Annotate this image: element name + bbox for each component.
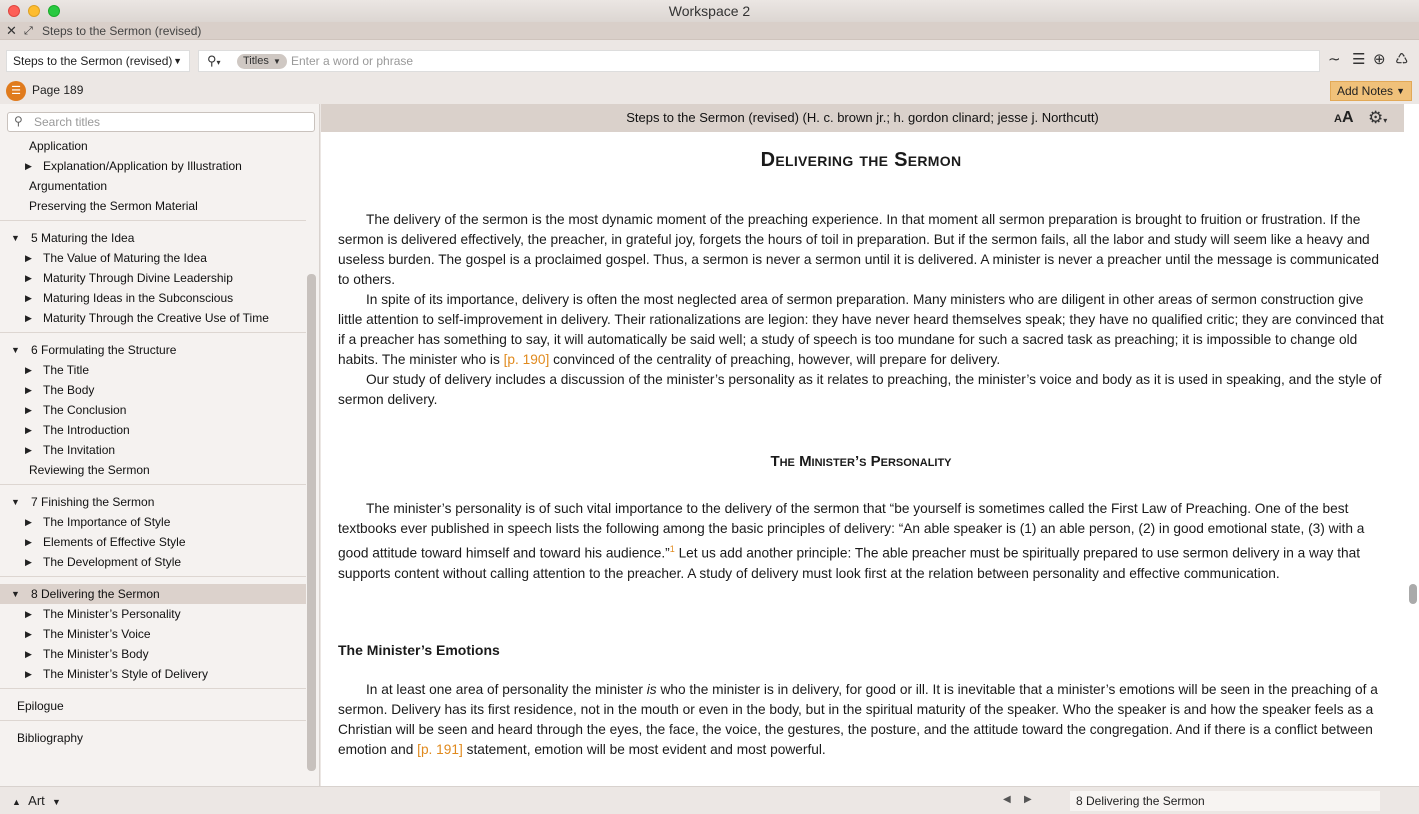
toc-item[interactable] <box>0 624 306 644</box>
toc-item-label: The Minister’s Body <box>43 647 149 661</box>
toc-item[interactable] <box>0 196 306 216</box>
disclosure-open-icon[interactable]: ▼ <box>11 233 20 243</box>
gear-icon[interactable]: ⚙▾ <box>1368 108 1388 127</box>
toc-item[interactable] <box>0 268 306 288</box>
add-circle-icon[interactable]: ⊕ <box>1373 51 1386 68</box>
toc-separator <box>0 688 306 689</box>
toc-item-label: The Minister’s Style of Delivery <box>43 667 208 681</box>
toc-item-label: The Introduction <box>43 423 130 437</box>
toc-item-label: The Importance of Style <box>43 515 171 529</box>
tab-title[interactable]: Steps to the Sermon (revised) <box>42 24 202 38</box>
disclosure-closed-icon[interactable]: ▶ <box>25 273 32 283</box>
reader-scrollbar[interactable] <box>1409 584 1417 604</box>
disclosure-closed-icon[interactable]: ▶ <box>25 445 32 455</box>
toc-item-label: 5 Maturing the Idea <box>31 231 135 245</box>
disclosure-closed-icon[interactable]: ▶ <box>25 385 32 395</box>
toc-separator <box>0 484 306 485</box>
toc-sidebar <box>0 104 320 786</box>
toc-item-label: Maturity Through Divine Leadership <box>43 271 233 285</box>
toc-item-label: The Value of Maturing the Idea <box>43 251 207 265</box>
toc-separator <box>0 220 306 221</box>
sidebar-scrollbar[interactable] <box>307 274 316 771</box>
disclosure-closed-icon[interactable]: ▶ <box>25 649 32 659</box>
search-scope-label: Titles <box>243 55 269 67</box>
toc-separator <box>0 576 306 577</box>
disclosure-closed-icon[interactable]: ▶ <box>25 517 32 527</box>
search-scope-pill[interactable] <box>237 54 287 69</box>
toc-item-label: The Development of Style <box>43 555 182 569</box>
title-search <box>7 112 315 132</box>
toc-item[interactable] <box>0 604 306 624</box>
window-close-button[interactable] <box>8 5 20 17</box>
title-bar <box>0 0 1419 22</box>
book-citation: Steps to the Sermon (revised) (H. c. brown jr.; h. gordon clinard; jesse j. Northcutt) <box>626 110 1099 125</box>
toc-item[interactable] <box>0 380 306 400</box>
search-input[interactable] <box>291 53 1291 69</box>
add-notes-button[interactable] <box>1330 81 1412 101</box>
font-size-button[interactable]: AA <box>1334 109 1354 126</box>
toc-item[interactable] <box>0 420 306 440</box>
toc-item-label: 7 Finishing the Sermon <box>31 495 155 509</box>
disclosure-closed-icon[interactable]: ▶ <box>25 405 32 415</box>
add-notes-label: Add Notes <box>1337 84 1394 98</box>
art-toggle-button[interactable]: ▲ Art ▼ <box>12 793 61 808</box>
toc-item-label: Elements of Effective Style <box>43 535 186 549</box>
list-icon[interactable]: ☰ <box>1352 51 1366 68</box>
paragraph: In at least one area of personality the minister is who the minister is in delivery, for good or ill. It is inevitable that a minister’s emotions will be seen in the preaching of a sermon. Delivery has its first residence, not in the mouth or even in the body, but in the spiritual maturity of the speaker. Who the speaker is and how the speaker feels as a Christian will be seen and heard through the eyes, the face, the voice, the gestures, the posture, and the attitude toward the congregation. And if there is a conflict between emotion and [p. 191] statement, emotion will be most evident and most powerful. <box>338 682 1378 757</box>
disclosure-closed-icon[interactable]: ▶ <box>25 425 32 435</box>
window-title: Workspace 2 <box>668 3 751 19</box>
chapter-title: Delivering the Sermon <box>760 149 962 171</box>
search-icon[interactable]: ⚲▾ <box>207 53 221 68</box>
toc-item[interactable] <box>0 492 306 512</box>
toc-item[interactable] <box>0 340 306 360</box>
toc-item[interactable] <box>0 460 306 480</box>
chevron-down-icon: ▼ <box>272 57 281 66</box>
toc-item[interactable] <box>0 696 306 716</box>
reader-pane <box>321 104 1419 786</box>
toc-list-icon[interactable]: ☰ <box>6 81 26 101</box>
paragraph: In spite of its importance, delivery is often the most neglected area of sermon preparation. Many ministers who are diligent in other areas of sermon construction give little attention to self-improvement in delivery. Their rationalizations are legion: they have never heard themselves speak; they have no qualified critic; they are convinced that if a preacher has something to say, it will automatically be said well; a study of speech is too mundane for such a sacred task as preaching; it is impossible to change old habits. The minister who is [p. 190] convinced of the centrality of preaching, however, will prepare for delivery. <box>338 292 1384 367</box>
toc-item[interactable] <box>0 288 306 308</box>
toc-item-label: Bibliography <box>17 731 84 745</box>
toc-item[interactable] <box>0 228 306 248</box>
toc-item[interactable] <box>0 512 306 532</box>
toc-item[interactable] <box>0 644 306 664</box>
status-bar <box>0 786 1419 814</box>
subsection-title: The Minister’s Emotions <box>338 642 500 658</box>
toc-item-label: 6 Formulating the Structure <box>31 343 177 357</box>
toc-item-label: The Title <box>43 363 90 377</box>
disclosure-open-icon[interactable]: ▼ <box>11 589 20 599</box>
toc-separator <box>0 720 306 721</box>
disclosure-closed-icon[interactable]: ▶ <box>25 253 32 263</box>
toc-item-label: The Minister’s Personality <box>43 607 181 621</box>
page-bar <box>0 80 1419 102</box>
chevron-down-icon: ▼ <box>1396 86 1405 96</box>
toc-item[interactable] <box>0 440 306 460</box>
page-reference-link[interactable]: [p. 191] <box>417 742 463 757</box>
toc-item[interactable] <box>0 156 306 176</box>
toc-separator <box>0 332 306 333</box>
recycle-icon[interactable]: ♺ <box>1395 51 1409 68</box>
paragraph: The delivery of the sermon is the most dynamic moment of the preaching experience. In that moment all sermon preparation is brought to fruition or frustration. If the sermon is delivered effectively, the preacher, in grateful joy, forgets the hours of toil in preparation. But if the sermon fails, all the labor and study will seem like a heavy and useless burden. The gospel is a proclaimed gospel. Thus, a sermon is never a sermon until it is delivered. A minister is never a preacher until the message is communicated to others. <box>338 212 1380 287</box>
disclosure-closed-icon[interactable]: ▶ <box>25 609 32 619</box>
toc-item-label: Maturity Through the Creative Use of Time <box>43 311 269 325</box>
page-reference-link[interactable]: [p. 190] <box>503 352 550 367</box>
toc-item[interactable] <box>0 360 306 380</box>
toc-item-label: Explanation/Application by Illustration <box>43 159 242 173</box>
next-arrow-icon[interactable]: ▶ <box>1024 794 1032 805</box>
close-tab-icon[interactable]: ✕ <box>6 23 17 38</box>
disclosure-open-icon[interactable]: ▼ <box>11 497 20 507</box>
toc-item-label: The Body <box>43 383 95 397</box>
disclosure-closed-icon[interactable]: ▶ <box>25 629 32 639</box>
art-label: Art <box>28 793 45 808</box>
toolbar <box>0 40 1419 80</box>
disclosure-closed-icon[interactable]: ▶ <box>25 537 32 547</box>
toc-item[interactable] <box>0 728 306 748</box>
page-number: Page 189 <box>32 83 84 97</box>
paragraph: The minister’s personality is of such vital importance to the delivery of the sermon that “be yourself is sometimes called the First Law of Preaching. One of the best textbooks ever published in speech lists the following among the basic principles of delivery: “An able speaker is (1) an able person, (2) in good emotional state, (3) with a good attitude toward himself and toward his audience.”$^1$ Let us add another principle: The able preacher must be spiritually prepared to use sermon delivery in a way that supports content without calling attention to the preacher. A study of delivery must look first at the relation between personality and effective communication. <box>338 501 1365 581</box>
disclosure-closed-icon[interactable]: ▶ <box>25 293 32 303</box>
toc-item[interactable] <box>0 552 306 572</box>
search-bar <box>198 50 1320 72</box>
disclosure-closed-icon[interactable]: ▶ <box>25 557 32 567</box>
expand-icon[interactable]: ⤢ <box>24 25 33 37</box>
tilde-icon[interactable]: ∼ <box>1328 51 1341 68</box>
toc-item-label: Argumentation <box>29 179 108 193</box>
section-title: The Minister’s Personality <box>770 453 952 470</box>
toc-item-label: Preserving the Sermon Material <box>29 199 198 213</box>
search-icon: ⚲ <box>14 114 23 128</box>
disclosure-closed-icon[interactable]: ▶ <box>25 365 32 375</box>
chevron-down-icon: ▼ <box>173 56 182 66</box>
toc-item[interactable] <box>0 248 306 268</box>
toc-item[interactable] <box>0 664 306 684</box>
disclosure-closed-icon[interactable]: ▶ <box>25 313 32 323</box>
book-select-label: Steps to the Sermon (revised) <box>13 54 173 68</box>
book-select[interactable] <box>6 50 190 72</box>
toc-item[interactable] <box>0 400 306 420</box>
window-maximize-button[interactable] <box>48 5 60 17</box>
toc-item[interactable] <box>0 584 306 604</box>
location-field[interactable]: 8 Delivering the Sermon <box>1070 791 1380 811</box>
toc-item[interactable] <box>0 176 306 196</box>
reader-header <box>321 104 1404 132</box>
footnote-link[interactable]: 1 <box>669 544 675 554</box>
title-search-input[interactable] <box>34 114 304 130</box>
toc-item-label: Epilogue <box>17 699 64 713</box>
paragraph: Our study of delivery includes a discussion of the minister’s personality as it relates to preaching, the minister’s voice and body as it is used in speaking, and the style of sermon delivery. <box>338 372 1382 407</box>
disclosure-closed-icon[interactable]: ▶ <box>25 669 32 679</box>
toc-item-label: Reviewing the Sermon <box>29 463 150 477</box>
window-minimize-button[interactable] <box>28 5 40 17</box>
toc-item-label: Application <box>29 139 88 153</box>
toc-item[interactable] <box>0 308 306 328</box>
tab-strip <box>0 22 1419 40</box>
previous-arrow-icon[interactable]: ◀ <box>1003 794 1011 805</box>
toc-item-label: 8 Delivering the Sermon <box>31 587 160 601</box>
disclosure-open-icon[interactable]: ▼ <box>11 345 20 355</box>
toc-item-label: The Minister’s Voice <box>43 627 151 641</box>
toc-item[interactable] <box>0 136 306 156</box>
toc-item-label: Maturing Ideas in the Subconscious <box>43 291 234 305</box>
toc-item-label: The Conclusion <box>43 403 127 417</box>
toc-item-label: The Invitation <box>43 443 116 457</box>
toc-item[interactable] <box>0 532 306 552</box>
disclosure-closed-icon[interactable]: ▶ <box>25 161 32 171</box>
